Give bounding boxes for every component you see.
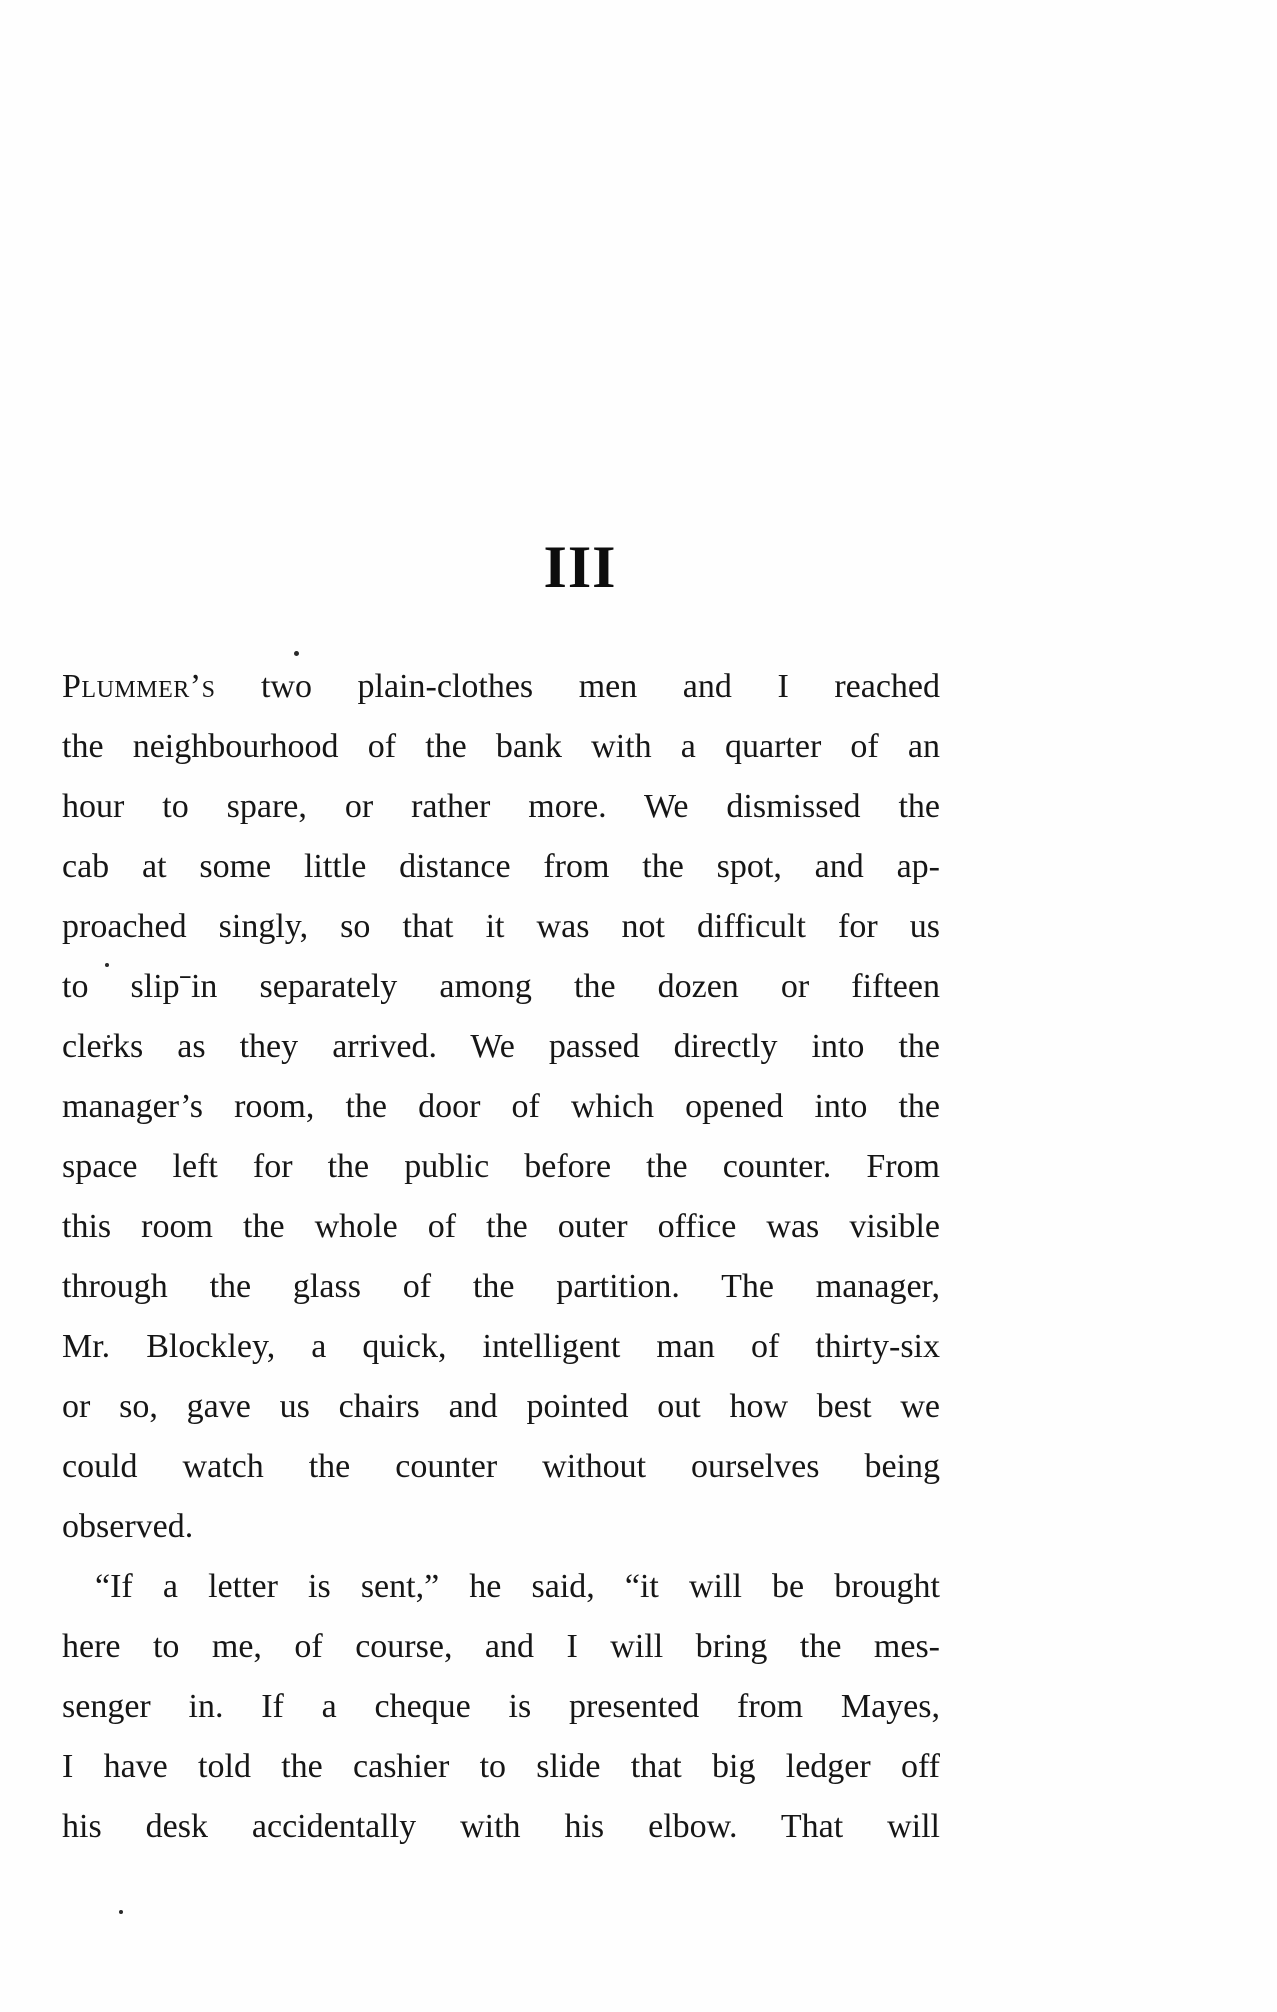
text-line: this room the whole of the outer office was visible	[62, 1208, 940, 1245]
text-line: clerks as they arrived. We passed directly into the	[62, 1028, 940, 1065]
chapter-opening-smallcaps: Plummer’s	[62, 668, 216, 705]
body-text	[62, 657, 940, 1857]
text-line	[62, 657, 940, 717]
text-line-rest: two plain-clothes men and I reached	[260, 668, 941, 705]
text-line: “If a letter is sent,” he said, “it will be brought	[95, 1568, 940, 1605]
text-line: I have told the cashier to slide that big ledger off	[62, 1748, 940, 1785]
text-line: observed.	[62, 1508, 194, 1545]
text-line: through the glass of the partition. The manager,	[62, 1268, 940, 1305]
text-line: to slipˉin separately among the dozen or fifteen	[62, 968, 940, 1005]
scan-artifact-dot	[294, 651, 299, 656]
text-line: cab at some little distance from the spot, and ap-	[62, 848, 940, 885]
scan-artifact-dot	[119, 1910, 123, 1914]
text-line: his desk accidentally with his elbow. That will	[62, 1808, 940, 1845]
text-line: hour to spare, or rather more. We dismissed the	[62, 788, 940, 825]
text-line: could watch the counter without ourselves being	[62, 1448, 940, 1485]
text-line: proached singly, so that it was not difficult for us	[62, 908, 940, 945]
paragraph-1	[62, 657, 940, 1557]
text-line: manager’s room, the door of which opened into the	[62, 1088, 940, 1125]
chapter-heading: III	[543, 534, 617, 600]
paragraph-2	[62, 1557, 940, 1857]
text-line: space left for the public before the counter. From	[62, 1148, 940, 1185]
text-line: senger in. If a cheque is presented from Mayes,	[62, 1688, 940, 1725]
text-line: the neighbourhood of the bank with a quarter of an	[62, 728, 940, 765]
text-line: Mr. Blockley, a quick, intelligent man of thirty-six	[62, 1328, 940, 1365]
text-line: here to me, of course, and I will bring the mes-	[62, 1628, 940, 1665]
text-line: or so, gave us chairs and pointed out how best we	[62, 1388, 940, 1425]
